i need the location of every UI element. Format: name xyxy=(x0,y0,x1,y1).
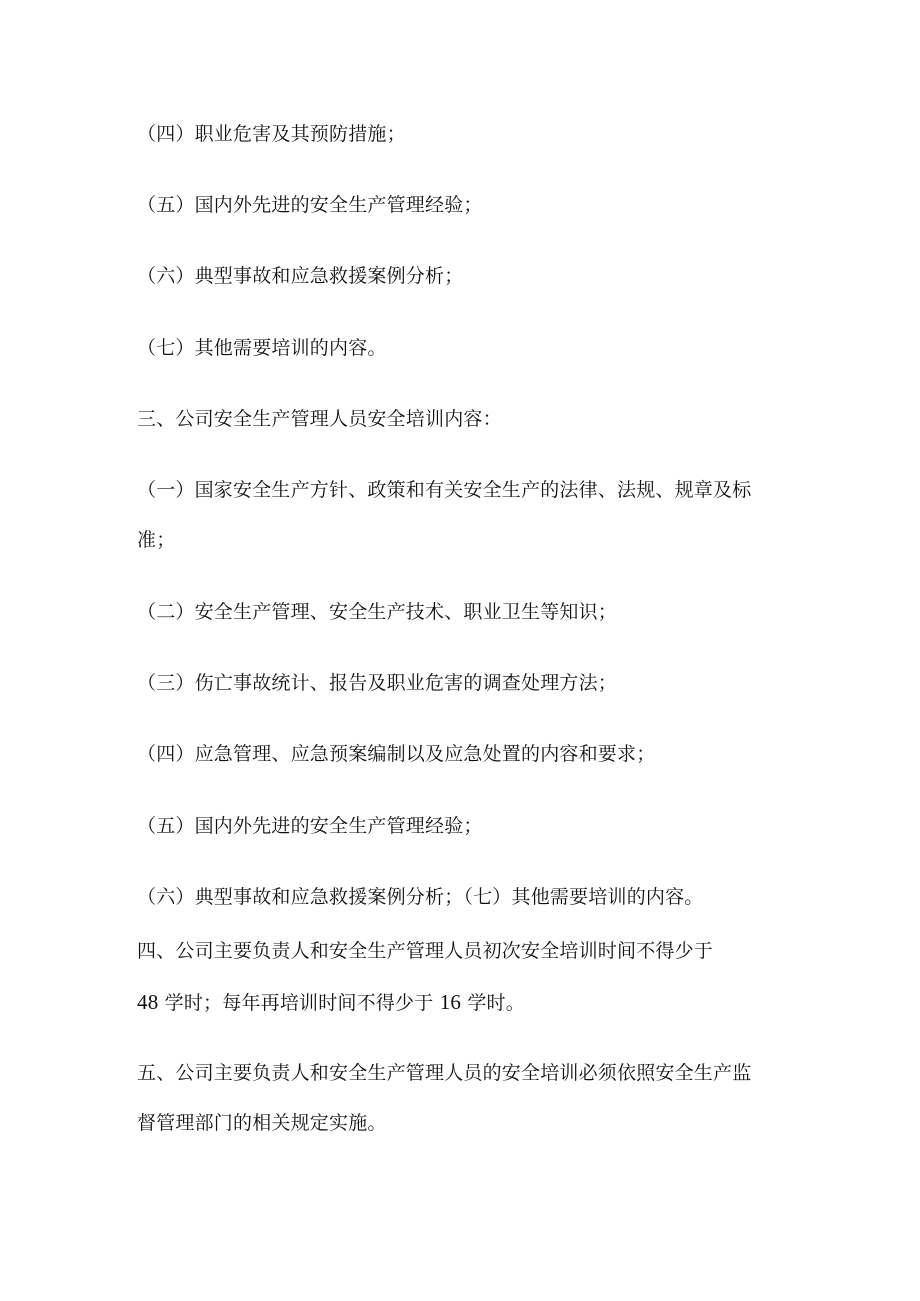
text-line: （二）安全生产管理、安全生产技术、职业卫生等知识； xyxy=(137,601,618,623)
section-heading: 三、公司安全生产管理人员安全培训内容： xyxy=(137,408,502,430)
initial-hours-value: 48 xyxy=(137,990,159,1014)
text-line: 督管理部门的相关规定实施。 xyxy=(137,1112,387,1134)
text-line: 准； xyxy=(137,529,176,551)
text-line: （四）应急管理、应急预案编制以及应急处置的内容和要求； xyxy=(137,743,656,765)
annual-hours-value: 16 xyxy=(439,990,462,1014)
text-line: （五）国内外先进的安全生产管理经验； xyxy=(137,815,483,837)
section-heading: 五、公司主要负责人和安全生产管理人员的安全培训必须依照安全生产监 xyxy=(137,1062,752,1084)
text-line: （一）国家安全生产方针、政策和有关安全生产的法律、法规、规章及标 xyxy=(137,479,752,501)
text-line: （三）伤亡事故统计、报告及职业危害的调查处理方法； xyxy=(137,672,618,694)
hours-text-b: 学时。 xyxy=(461,992,525,1014)
hours-text-a: 学时；每年再培训时间不得少于 xyxy=(158,992,440,1014)
text-line: （四）职业危害及其预防措施； xyxy=(137,123,406,145)
text-line: （五）国内外先进的安全生产管理经验； xyxy=(137,194,483,216)
section-heading: 四、公司主要负责人和安全生产管理人员初次安全培训时间不得少于 xyxy=(137,940,714,962)
text-line: （六）典型事故和应急救援案例分析； xyxy=(137,265,464,287)
training-hours-line xyxy=(137,989,525,1016)
text-line: （六）典型事故和应急救援案例分析；（七）其他需要培训的内容。 xyxy=(137,886,704,908)
text-line: （七）其他需要培训的内容。 xyxy=(137,337,387,359)
